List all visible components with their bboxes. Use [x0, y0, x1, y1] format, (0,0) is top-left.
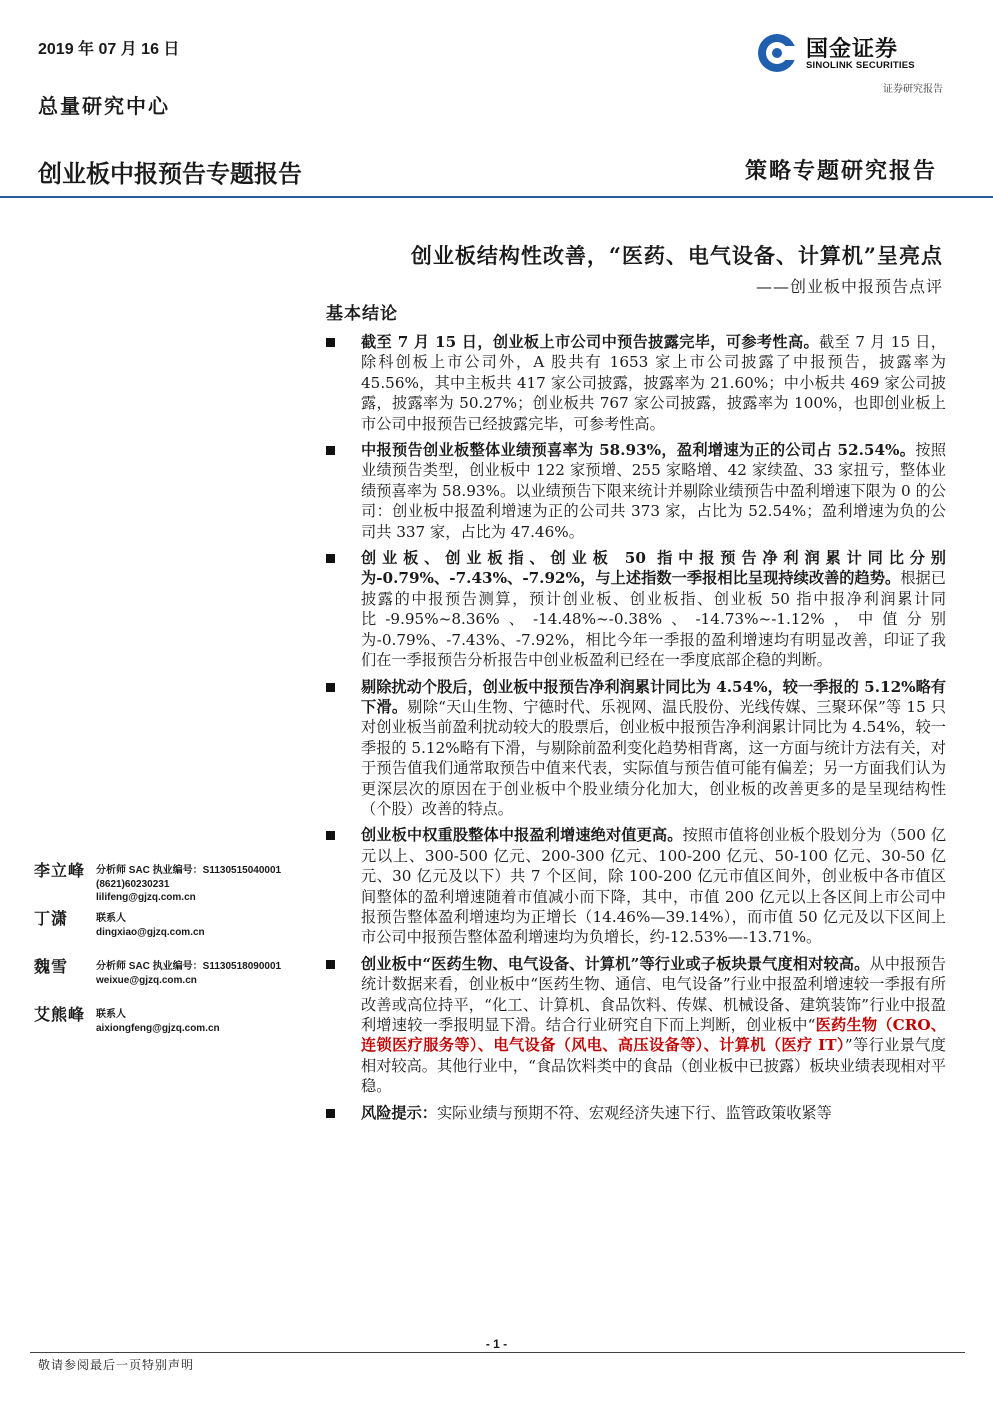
analyst-entry [34, 906, 314, 954]
sinolink-logo-icon [756, 32, 798, 74]
highlighted-industries: 医药生物（CRO、连锁医疗服务等）、电气设备（风电、高压设备等）、计算机（医疗 IT） [361, 1016, 946, 1055]
conclusion-item [326, 440, 946, 542]
conclusion-item [326, 825, 946, 947]
bullet-square-icon [326, 446, 335, 455]
header-divider [0, 196, 993, 198]
page-number: - 1 - [485, 1337, 508, 1351]
bullet-square-icon [326, 831, 335, 840]
report-date: 2019 年 07 月 16 日 [38, 41, 180, 58]
footer-divider [30, 1352, 965, 1353]
analyst-entry [34, 954, 314, 1002]
analyst-info [96, 912, 205, 939]
section-title: 基本结论 [326, 304, 398, 324]
analyst-info [96, 1008, 220, 1035]
conclusion-text: 按照业绩预告类型，创业板中 122 家预增、255 家略增、42 家续盈、33 家扭亏，整体业绩预喜率为 58.93%。以业绩预告下限来统计并剔除业绩预告中盈利增速下限为 0 的公司：创业板中报盈利增速为正的公司共 373 家，占比为 52.54%；盈利增速为负的公司共 337 家，占比为 47.46%。 [361, 441, 946, 541]
logo-text-cn: 国金证券 [806, 37, 899, 62]
analyst-credential: 分析师 SAC 执业编号：S1130518090001 [96, 961, 282, 972]
conclusion-item [326, 332, 946, 434]
department-name: 总量研究中心 [38, 94, 170, 118]
conclusion-bold: 创业板、创业板指、创业板 50 指中报预告净利润累计同比分别为-0.79%、-7.43%、-7.92%，与上述指数一季报相比呈现持续改善的趋势。 [361, 549, 946, 588]
analyst-phone: (8621)60230231 [96, 878, 170, 890]
analyst-email: aixiongfeng@gjzq.com.cn [96, 1022, 220, 1034]
logo-subtitle: 证券研究报告 [883, 84, 943, 95]
conclusion-list [326, 332, 946, 1129]
conclusion-text: ”等行业景气度相对较高。其他行业中，“食品饮料类中的食品（创业板中已披露）板块业绩表现相对平稳。 [361, 1036, 946, 1096]
analyst-name: 丁潇 [34, 909, 69, 928]
report-type: 策略专题研究报告 [744, 158, 937, 184]
report-title: 创业板中报预告专题报告 [38, 160, 302, 188]
conclusion-bold: 剔除扰动个股后，创业板中报预告净利润累计同比为 4.54%，较一季报的 5.12%略有下滑。 [361, 677, 946, 716]
bullet-square-icon [326, 338, 335, 347]
logo-text-en: SINOLINK SECURITIES [806, 60, 915, 71]
conclusion-text: 从中报预告统计数据来看，创业板中“医药生物、通信、电气设备”行业中报盈利增速较一季报有所改善或高位持平，“化工、计算机、食品饮料、传媒、机械设备、建筑装饰”行业中报盈利增速较一季报明显下滑。结合行业研究自下而上判断，创业板中“ [361, 954, 946, 1034]
conclusion-item [326, 1103, 946, 1123]
analyst-email: weixue@gjzq.com.cn [96, 974, 197, 986]
conclusion-text: 根据已披露的中报预告测算，预计创业板、创业板指、创业板 50 指中报净利润累计同比-9.95%~8.36%、-14.48%~-0.38%、-14.73%~-1.12%，中值分别为-0.79%、-7.43%、-7.92%，相比今年一季报的盈利增速均有明显改善，印证了我们在一季报预告分析报告中创业板盈利已经在一季度底部企稳的判断。 [361, 569, 946, 670]
analyst-name: 李立峰 [34, 861, 86, 880]
bullet-square-icon [326, 683, 335, 692]
analyst-email: lilifeng@gjzq.com.cn [96, 892, 196, 903]
analyst-credential: 分析师 SAC 执业编号：S1130515040001 [96, 865, 282, 876]
bullet-square-icon [326, 554, 335, 563]
analyst-name: 魏雪 [34, 957, 69, 976]
risk-label: 风险提示： [361, 1103, 437, 1122]
risk-text: 实际业绩与预期不符、宏观经济失速下行、监管政策收紧等 [436, 1103, 832, 1122]
analyst-list [34, 858, 314, 1050]
conclusion-item [326, 954, 946, 1097]
conclusion-text: 剔除“天山生物、宁德时代、乐视网、温氏股份、光线传媒、三聚环保”等 15 只对创业板当前盈利扰动较大的股票后，创业板中报预告净利润累计同比为 4.54%，较一季报的 5.12%略有下滑，与剔除前盈利变化趋势相背离，这一方面与统计方法有关，对于预告值我们通常取预告中值来代表，实际值与预告值可能有偏差；另一方面我们认为更深层次的原因在于创业板中个股业绩分化加大，创业板的改善更多的是呈现结构性（个股）改善的特点。 [361, 697, 947, 818]
bullet-square-icon [326, 960, 335, 969]
analyst-role: 联系人 [96, 913, 126, 924]
analyst-info [96, 864, 281, 905]
conclusion-item [326, 677, 946, 820]
analyst-email: dingxiao@gjzq.com.cn [96, 926, 205, 938]
analyst-role: 联系人 [96, 1009, 126, 1020]
disclaimer-note: 敬请参阅最后一页特别声明 [38, 1358, 195, 1372]
conclusion-text: 截至 7 月 15 日，除科创板上市公司外，A 股共有 1653 家上市公司披露了中报预告，披露率为 45.56%，其中主板共 417 家公司披露，披露率为 21.60%；中小板共 469 家公司披露，披露率为 50.27%；创业板共 767 家公司披露，披露率为 100%，也即创业板上市公司中报预告已经披露完毕，可参考性高。 [361, 333, 946, 433]
conclusion-bold: 截至 7 月 15 日，创业板上市公司中预告披露完毕，可参考性高。 [361, 333, 820, 351]
bullet-square-icon [326, 1109, 335, 1118]
conclusion-bold: 中报预告创业板整体业绩预喜率为 58.93%，盈利增速为正的公司占 52.54%。 [361, 441, 916, 460]
analyst-entry [34, 1002, 314, 1050]
conclusion-item [326, 548, 946, 670]
sinolink-logo [756, 30, 946, 76]
main-heading: 创业板结构性改善，“医药、电气设备、计算机”呈亮点 [410, 243, 943, 268]
conclusion-text: 按照市值将创业板个股划分为（500 亿元以上、300-500 亿元、200-300 亿元、100-200 亿元、50-100 亿元、30-50 亿元、30 亿元及以下）共 7 个区间，除 100-200 亿元市值区间外，创业板中各市值区间整体的盈利增速随着市值减小而下降，其中，市值 200 亿元以上各区间上市公司中报预告整体盈利增速均为正增长（14.46%—39.14%），而市值 50 亿元及以下区间上市公司中报预告整体盈利增速均为负增长，约-12.53%—-13.71%。 [361, 826, 947, 947]
conclusion-bold: 创业板中权重股整体中报盈利增速绝对值更高。 [361, 826, 683, 845]
analyst-entry [34, 858, 314, 906]
analyst-info [96, 960, 281, 987]
conclusion-bold: 创业板中“医药生物、电气设备、计算机”等行业或子板块景气度相对较高。 [361, 954, 870, 973]
analyst-name: 艾熊峰 [34, 1005, 86, 1024]
sub-heading: ——创业板中报预告点评 [755, 277, 943, 296]
